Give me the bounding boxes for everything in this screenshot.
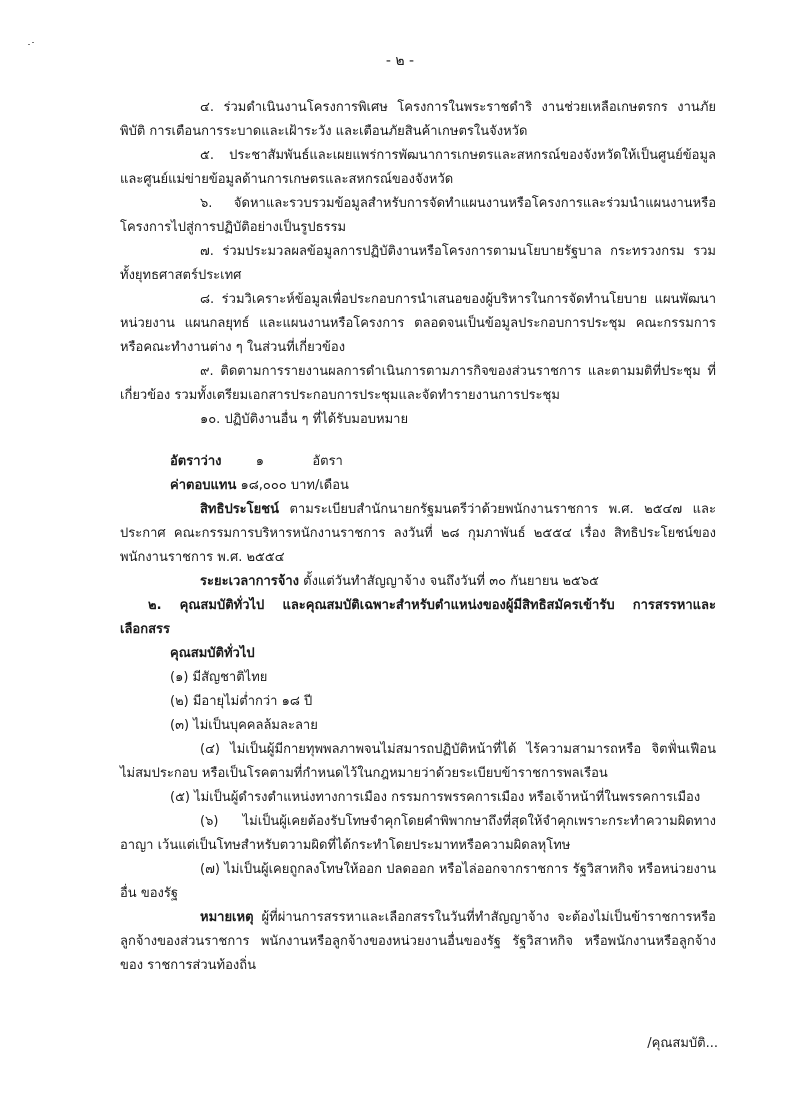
qualification-7: (๗) ไม่เป็นผู้เคยถูกลงโทษให้ออก ปลดออก หรือไล่ออกจากราชการ รัฐวิสาหกิจ หรือหน่วยงานอื่น ของรัฐ bbox=[120, 862, 716, 901]
vacancy-count: ๑ bbox=[255, 454, 265, 469]
general-qualifications-heading: คุณสมบัติทั่วไป bbox=[170, 646, 255, 661]
page-number: - ๒ - bbox=[385, 53, 415, 69]
duty-item-7: ๗. ร่วมประมวลผลข้อมูลการปฏิบัติงานหรือโครงการตามนโยบายรัฐบาล กระทรวงกรม รวมทั้งยุทธศาสตร์ประเทศ bbox=[120, 244, 716, 283]
qualification-2: (๒) มีอายุไม่ต่ำกว่า ๑๘ ปี bbox=[170, 694, 313, 709]
section-2-heading: ๒. คุณสมบัติทั่วไป และคุณสมบัติเฉพาะสำหรับตำแหน่งของผู้มีสิทธิสมัครเข้ารับ การสรรหาและ เลือกสรร bbox=[120, 598, 716, 637]
qualification-1: (๑) มีสัญชาติไทย bbox=[170, 670, 268, 685]
continuation-marker: /คุณสมบัติ... bbox=[647, 1036, 718, 1051]
vacancy-unit: อัตรา bbox=[312, 454, 343, 469]
duty-item-9: ๙. ติดตามการรายงานผลการดำเนินการตามภารกิจของส่วนราชการ และตามมติที่ประชุม ที่เกี่ยวข้อง รวมทั้งเตรียมเอกสารประกอบการประชุมและจัดทำรายงานการประชุม bbox=[120, 364, 716, 403]
qualification-4: (๔) ไม่เป็นผู้มีกายทุพพลภาพจนไม่สมารถปฏิบัติหน้าที่ได้ ไร้ความสามารถหรือ จิตฟั่นเฟือน ไม่สมประกอบ หรือเป็นโรคตามที่กำหนดไว้ในกฎหมายว่าด้วยระเบียบข้าราชการพลเรือน bbox=[120, 742, 716, 781]
note-paragraph bbox=[120, 906, 716, 978]
compensation-line bbox=[120, 474, 716, 498]
qualification-5: (๕) ไม่เป็นผู้ดำรงตำแหน่งทางการเมือง กรรมการพรรคการเมือง หรือเจ้าหน้าที่ในพรรคการเมือง bbox=[170, 790, 701, 805]
benefits-paragraph bbox=[120, 498, 716, 570]
qualification-3: (๓) ไม่เป็นบุคคลล้มละลาย bbox=[170, 718, 318, 733]
duty-item-4: ๔. ร่วมดำเนินงานโครงการพิเศษ โครงการในพระราชดำริ งานช่วยเหลือเกษตรกร งานภัยพิบัติ การเตือนการระบาดและเฝ้าระวัง และเตือนภัยสินค้าเกษตรในจังหวัด bbox=[120, 100, 716, 139]
benefits-text: ตามระเบียบสำนักนายกรัฐมนตรีว่าด้วยพนักงานราชการ พ.ศ. ๒๕๔๗ และประกาศ คณะกรรมการบริหารหนักงานราชการ ลงวันที่ ๒๘ กุมภาพันธ์ ๒๕๕๔ เรื่อง สิทธิประโยชน์ของพนักงานราชการ พ.ศ. ๒๕๕๔ bbox=[120, 502, 716, 565]
duty-item-10: ๑๐. ปฏิบัติงานอื่น ๆ ที่ได้รับมอบหมาย bbox=[200, 412, 409, 427]
compensation-value: ๑๘,๐๐๐ บาท/เดือน bbox=[240, 478, 349, 493]
period-label: ระยะเวลาการจ้าง bbox=[200, 574, 299, 589]
scan-speck bbox=[28, 42, 36, 45]
duty-item-8: ๘. ร่วมวิเคราะห์ข้อมูลเพื่อประกอบการนำเสนอของผู้บริหารในการจัดทำนโยบาย แผนพัฒนาหน่วยงาน แผนกลยุทธ์ และแผนงานหรือโครงการ ตลอดจนเป็นข้อมูลประกอบการประชุม คณะกรรมการหรือคณะทำงานต่าง ๆ ในส่วนที่เกี่ยวข้อง bbox=[120, 292, 716, 355]
vacancy-label: อัตราว่าง bbox=[170, 454, 222, 469]
period-text: ตั้งแต่วันทำสัญญาจ้าง จนถึงวันที่ ๓๐ กันยายน ๒๕๖๕ bbox=[299, 574, 599, 589]
note-text: ผู้ที่ผ่านการสรรหาและเลือกสรรในวันที่ทำสัญญาจ้าง จะต้องไม่เป็นข้าราชการหรือ ลูกจ้างของส่วนราชการ พนักงานหรือลูกจ้างของหน่วยงานอื่นของรัฐ รัฐวิสาหกิจ หรือพนักงานหรือลูกจ้างของ ราชการส่วนท้องถิ่น bbox=[120, 910, 716, 973]
benefits-label: สิทธิประโยชน์ bbox=[200, 502, 279, 517]
period-line bbox=[120, 570, 716, 594]
vacancy-line bbox=[120, 450, 716, 474]
compensation-label: ค่าตอบแทน bbox=[170, 478, 237, 493]
document-body bbox=[120, 96, 716, 978]
qualification-6: (๖) ไม่เป็นผู้เคยต้องรับโทษจำคุกโดยคำพิพากษาถึงที่สุดให้จำคุกเพราะกระทำความผิดทางอาญา เว้นแต่เป็นโทษสำหรับตวามผิดที่ได้กระทำโดยประมาทหรือความผิดลหุโทษ bbox=[120, 814, 716, 853]
duty-item-6: ๖. จัดหาและรวบรวมข้อมูลสำหรับการจัดทำแผนงานหรือโครงการและร่วมนำแผนงานหรือ โครงการไปสู่การปฏิบัติอย่างเป็นรูปธรรม bbox=[120, 196, 716, 235]
duty-item-5: ๕. ประชาสัมพันธ์และเผยแพร่การพัฒนาการเกษตรและสหกรณ์ของจังหวัดให้เป็นศูนย์ข้อมูล และศูนย์แม่ข่ายข้อมูลด้านการเกษตรและสหกรณ์ของจังหวัด bbox=[120, 148, 716, 187]
note-label: หมายเหตุ bbox=[200, 910, 254, 925]
